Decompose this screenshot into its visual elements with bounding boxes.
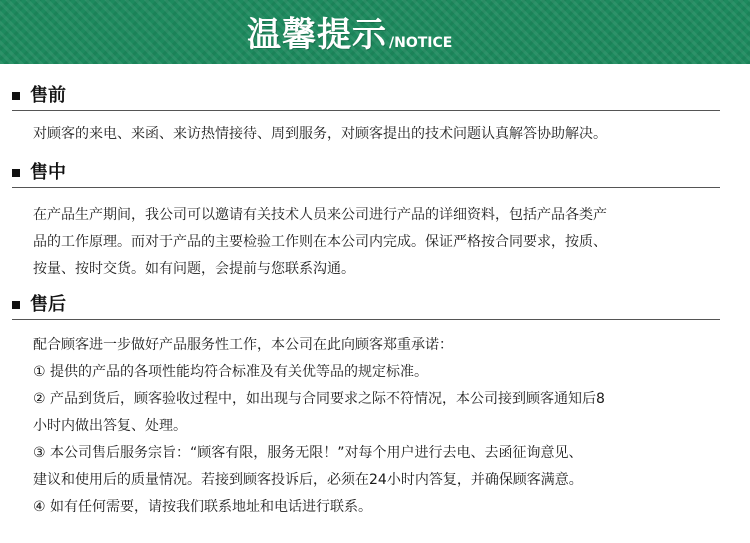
section-body-presale <box>33 121 723 148</box>
section-header-insale <box>12 159 720 188</box>
section-body-insale <box>33 202 723 283</box>
section-body-aftersale <box>33 332 723 521</box>
section-title-aftersale: 售后 <box>30 294 66 315</box>
section-header-aftersale <box>12 291 720 320</box>
text-line: 按量、按时交货。如有问题，会提前与您联系沟通。 <box>33 261 355 277</box>
banner-title: 温馨提示 <box>247 15 387 55</box>
text-line: 配合顾客进一步做好产品服务性工作，本公司在此向顾客郑重承诺： <box>33 337 453 353</box>
square-bullet-icon <box>12 92 20 100</box>
promise-item-2: ② 产品到货后，顾客验收过程中，如出现与合同要求之际不符情况，本公司接到顾客通知后8 <box>33 391 605 407</box>
promise-item-1: ① 提供的产品的各项性能均符合标准及有关优等品的规定标准。 <box>33 364 428 380</box>
text-line: 品的工作原理。而对于产品的主要检验工作则在本公司内完成。保证严格按合同要求，按质、 <box>33 234 607 250</box>
text-line: 在产品生产期间，我公司可以邀请有关技术人员来公司进行产品的详细资料，包括产品各类产 <box>33 207 607 223</box>
text-line: 对顾客的来电、来函、来访热情接待、周到服务，对顾客提出的技术问题认真解答协助解决。 <box>33 126 607 142</box>
promise-item-3: ③ 本公司售后服务宗旨：“顾客有限，服务无限！”对每个用户进行去电、去函征询意见、 <box>33 445 583 461</box>
square-bullet-icon <box>12 301 20 309</box>
promise-item-2-cont: 小时内做出答复、处理。 <box>33 418 187 434</box>
promise-item-4: ④ 如有任何需要，请按我们联系地址和电话进行联系。 <box>33 499 372 515</box>
promise-item-3-cont: 建议和使用后的质量情况。若接到顾客投诉后，必须在24小时内答复，并确保顾客满意。 <box>33 472 583 488</box>
section-title-insale: 售中 <box>30 162 66 183</box>
section-header-presale <box>12 82 720 111</box>
banner-subtitle: /NOTICE <box>389 35 453 51</box>
section-title-presale: 售前 <box>30 85 66 106</box>
notice-banner <box>0 0 750 64</box>
square-bullet-icon <box>12 169 20 177</box>
banner-heading <box>247 6 452 58</box>
